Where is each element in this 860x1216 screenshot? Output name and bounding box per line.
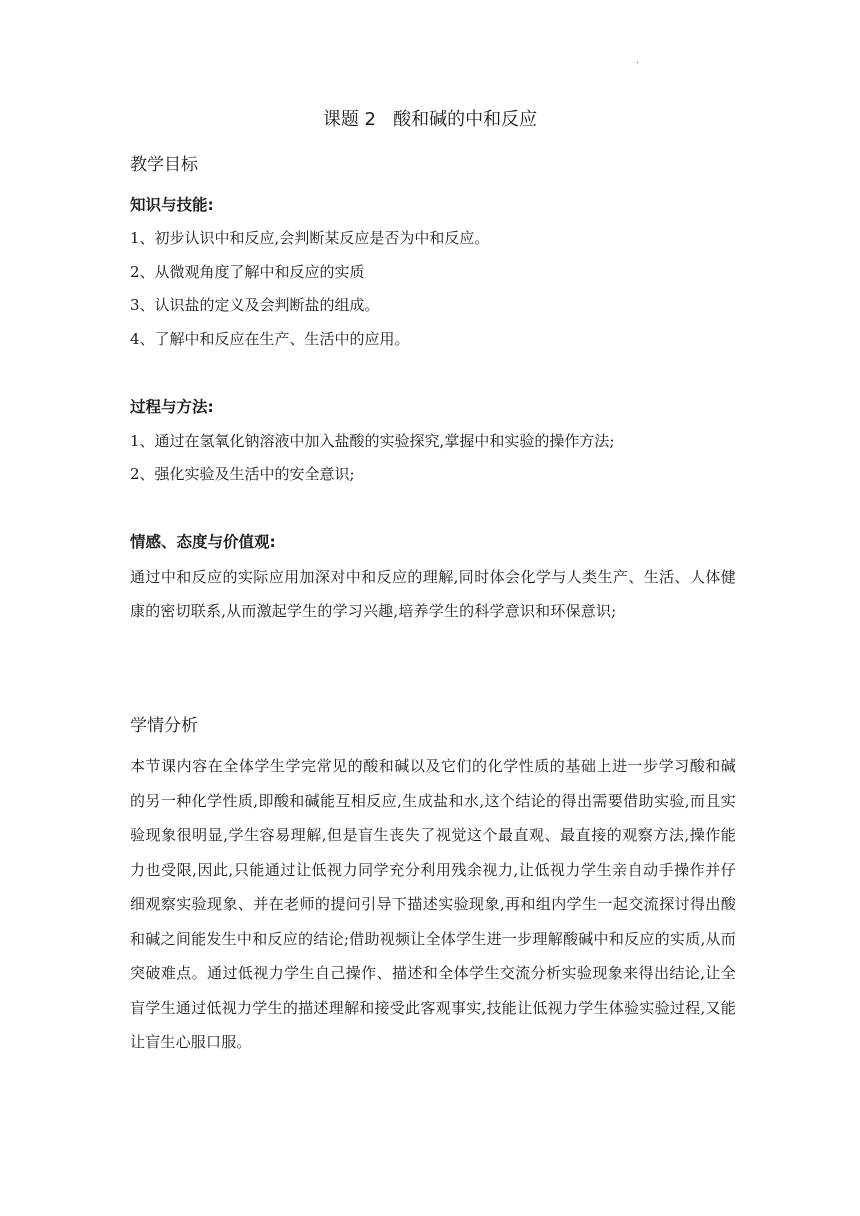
knowledge-item: 1、初步认识中和反应,会判断某反应是否为中和反应。 <box>130 229 490 247</box>
analysis-heading: 学情分析 <box>130 716 198 736</box>
knowledge-label: 知识与技能: <box>130 196 214 214</box>
header-mark: · <box>636 58 640 69</box>
page-title: 课题 2 酸和碱的中和反应 <box>322 109 538 130</box>
process-label: 过程与方法: <box>130 398 214 416</box>
process-item: 2、强化实验及生活中的安全意识; <box>130 465 355 483</box>
objectives-heading: 教学目标 <box>130 155 198 175</box>
knowledge-item: 4、了解中和反应在生产、生活中的应用。 <box>130 330 410 348</box>
process-item: 1、通过在氢氧化钠溶液中加入盐酸的实验探究,掌握中和实验的操作方法; <box>130 432 615 450</box>
emotion-paragraph: 通过中和反应的实际应用加深对中和反应的理解,同时体会化学与人类生产、生活、人体健康的密切联系,从而激起学生的学习兴趣,培养学生的科学意识和环保意识; <box>130 568 736 620</box>
knowledge-item: 3、认识盐的定义及会判断盐的组成。 <box>130 296 380 314</box>
emotion-label: 情感、态度与价值观: <box>130 533 276 551</box>
knowledge-item: 2、从微观角度了解中和反应的实质 <box>130 263 365 281</box>
analysis-paragraph: 本节课内容在全体学生学完常见的酸和碱以及它们的化学性质的基础上进一步学习酸和碱的另一种化学性质,即酸和碱能互相反应,生成盐和水,这个结论的得出需要借助实验,而且实验现象很明显,学生容易理解,但是盲生丧失了视觉这个最直观、最直接的观察方法,操作能力也受限,因此,只能通过让低视力同学充分利用残余视力,让低视力学生亲自动手操作并仔细观察实验现象、并在老师的提问引导下描述实验现象,再和组内学生一起交流探讨得出酸和碱之间能发生中和反应的结论;借助视频让全体学生进一步理解酸碱中和反应的实质,从而突破难点。通过低视力学生自己操作、描述和全体学生交流分析实验现象来得出结论,让全盲学生通过低视力学生的描述理解和接受此客观事实,技能让低视力学生体验实验过程,又能让盲生心服口服。 <box>130 757 736 1051</box>
